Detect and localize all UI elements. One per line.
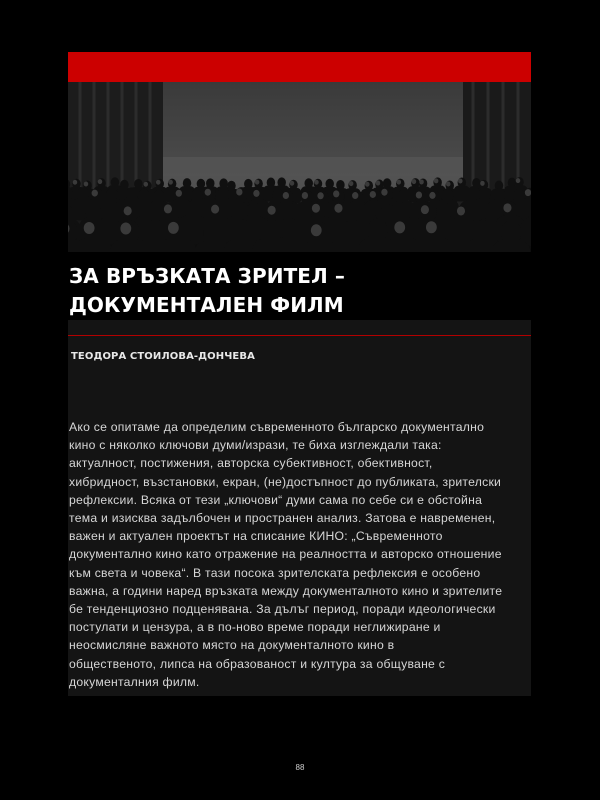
author-name: ТЕОДОРА СТОИЛОВА-ДОНЧЕВА <box>71 351 255 362</box>
body-line: важен и актуален проектът на списание КИНО: „Съвременното <box>69 529 443 544</box>
body-line: Ако се опитаме да определим съвременното българско документално <box>69 420 485 434</box>
body-line: неосмисляне важното място на документалното кино в <box>69 638 395 653</box>
body-line: рефлексии. Всяка от тези „ключови“ думи сама по себе си е обстойна <box>69 492 483 507</box>
title-divider <box>68 335 531 336</box>
header-red-band <box>68 52 531 82</box>
body-line: важна, а години наред връзката между документалното кино и зрителите <box>69 583 503 598</box>
body-line: хибридност, възстановки, екран, (не)достъпност до публиката, зрителски <box>69 474 502 489</box>
body-line: общественото, липса на образованост и култура за общуване с <box>69 656 446 671</box>
body-line: бе тенденциозно подценявана. За дълъг период, поради идеологически <box>69 602 496 617</box>
page-number: 88 <box>295 763 305 772</box>
body-line: документално кино като отражение на реалността и авторско отношение <box>69 547 502 562</box>
article-title <box>69 262 529 320</box>
body-line: към света и човека“. В тази посока зрителската рефлексия е особено <box>69 565 481 580</box>
cinema-audience-photo <box>68 82 531 252</box>
article-body <box>69 418 531 691</box>
article-title-line-1: ЗА ВРЪЗКАТА ЗРИТЕЛ – <box>69 264 345 288</box>
body-line: тема и изисква задълбочен и пространен анализ. Затова е навременен, <box>69 511 496 526</box>
body-line: постулати и цензура, а в по-ново време поради неглижиране и <box>69 620 441 635</box>
body-line: актуалност, постижения, авторска субективност, обективност, <box>69 456 433 471</box>
body-line: кино с няколко ключови думи/изрази, те биха изглеждали така: <box>69 438 442 453</box>
body-line: документалния филм. <box>69 674 200 689</box>
article-title-line-2: ДОКУМЕНТАЛЕН ФИЛМ <box>69 293 344 317</box>
